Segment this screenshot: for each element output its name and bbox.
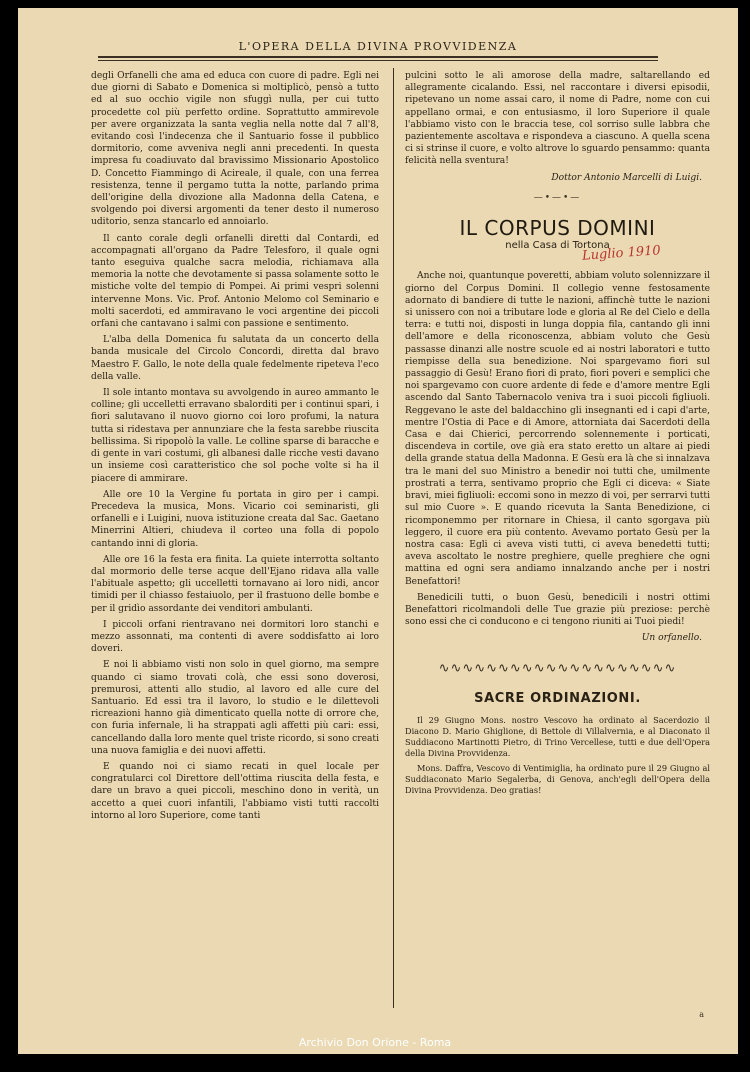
ornament-divider: —•—•— [533, 192, 582, 203]
newspaper-page [18, 8, 738, 1054]
left-paragraph: E quando noi ci siamo recati in quel locale per congratularci col Direttore dell'ottima riuscita della festa, e dare un bravo a quei piccoli, meschino dono in verità, un accetto a quei cuori infantili, l'abbiamo visti tutti raccolti intorno al loro Superiore, come tanti [91, 761, 379, 821]
left-paragraph: Il canto corale degli orfanelli diretti dal Contardi, ed accompagnati all'organo da Padre Telesforo, il quale ogni tanto eseguiva qualche sacra melodia, richiamava alla memoria la notte che devotamente si passa solamente sotto le mistiche volte del tempio di Pompei. Ai primi vespri solenni intervenne Mons. Vic. Prof. Antonio Melomo col Seminario e molti sacerdoti, ed ammiravano le voci argentine dei piccoli orfani che cantavano i salmi con passione e sentimento. [91, 233, 379, 330]
corpus-domini-subtitle: nella Casa di Tortona [505, 240, 610, 252]
left-paragraph: Alle ore 16 la festa era finita. La quiete interrotta soltanto dal mormorio delle terse acque dell'Ejano ridava alla valle l'abituale aspetto; gli uccelletti tornavano ai loro nidi, ancor timidi per il chiasso festaiuolo, per il frastuono delle bombe e per il gridìo assordante dei venditori ambulanti. [91, 554, 379, 614]
intro-signature: Dottor Antonio Marcelli di Luigi. [551, 172, 702, 183]
column-divider [393, 68, 394, 1008]
archive-caption: Archivio Don Orione - Roma [298, 1036, 452, 1049]
left-column [91, 70, 379, 1008]
left-paragraph: L'alba della Domenica fu salutata da un concerto della banda musicale del Circolo Concordi, diretta dal bravo Maestro F. Gallo, le note della quale fedelmente ripeteva l'eco della valle. [91, 335, 379, 382]
left-paragraph: Alle ore 10 la Vergine fu portata in giro per i campi. Precedeva la musica, Mons. Vicario coi seminaristi, gli orfanelli e i Luigini, nuova istituzione creata dal Sac. Gaetano Minerrini Altieri, chiudeva il corteo una folla di popolo cantando inni di gloria. [91, 489, 379, 549]
page-header: L'OPERA DELLA DIVINA PROVVIDENZA [238, 40, 518, 53]
sacre-ordinazioni-title: SACRE ORDINAZIONI. [474, 690, 641, 706]
left-paragraph: Il sole intanto montava su avvolgendo in aureo ammanto le colline; gli uccelletti erravano sbalorditi per i continui spari, i fiori salutavano il nuovo giorno coi loro profumi, la natura tutta si ridestava per annunziare che la festa sarebbe riuscita bellissima. Si ripopolò la valle. Le colline sparse di baracche e di gente in vari costumi, gli albanesi dalle ricche vesti davano un insieme così caratteristico che sol poche volte si ha il piacere di ammirare. [91, 388, 379, 484]
handwritten-date-note: Luglio 1910 [581, 243, 662, 264]
left-paragraph: degli Orfanelli che ama ed educa con cuore di padre. Egli nei due giorni di Sabato e Domenica si moltiplicò, pensò a tutto ed al suo occhio vigile non sfuggì nulla, per cui tutto procedette col più perfetto ordine. Soprattutto ammirevole per avere organizzata la santa veglia nella notte dal 7 all'8, evitando così l'indecenza che il Santuario fosse il pubblico dormitorio, come avveniva negli anni precedenti. In questa impresa fu coadiuvato dal bravissimo Missionario Apostolico D. Concetto Fiammingo di Acireale, il quale, con una ferrea resistenza, tenne il pergamo tutta la notte, parlando prima dell'origine della divozione alla Madonna della Catena, e svolgendo poi diversi argomenti da tener desto il numeroso uditorio, senza stancarlo ed annoiarlo. [91, 71, 379, 228]
header-rule-thin [98, 60, 658, 61]
left-paragraph: I piccoli orfani rientravano nei dormitori loro stanchi e mezzo assonnati, ma contenti di avere soddisfatto ai loro doveri. [91, 619, 379, 655]
right-column [405, 70, 710, 1008]
intro-paragraph: pulcini sotto le ali amorose della madre, saltarellando ed allegramente cicalando. Essi, nel raccontare i diversi episodii, ripetevano un nome assai caro, il nome di Padre, nome con cui appellano ormai, e con entusiasmo, il loro Superiore il quale l'abbiamo visto con le braccia tese, col sorriso sulle labbra che pazientemente ascoltava e rispondeva a ciascuno. A quella scena ci si strinse il cuore, e volto altrove lo sguardo pensammo: quanta felicità nella sventura! [405, 71, 710, 167]
left-paragraph: E noi li abbiamo visti non solo in quel giorno, ma sempre quando ci siamo trovati colà, che essi sono doverosi, premurosi, attenti allo studio, al lavoro ed alle cure del Santuario. Ed essi tra il lavoro, lo studio e le dilettevoli ricreazioni hanno già dimenticato quella notte di orrore che, con furia infernale, li ha strappati agli affetti più cari: essi, cancellando dalla loro mente quel triste ricordo, si sono creati una nuova famiglia e dei nuovi affetti. [91, 660, 379, 756]
sacre-paragraph: Mons. Daffra, Vescovo di Ventimiglia, ha ordinato pure il 29 Giugno al Suddiaconato Mario Segalerba, di Genova, anch'egli dell'Opera della Divina Provvidenza. Deo gratias! [405, 762, 710, 795]
sacre-paragraph: Il 29 Giugno Mons. nostro Vescovo ha ordinato al Sacerdozio il Diacono D. Mario Ghiglione, di Bettole di Villalvernia, e al Diaconato il Suddiacono Martinotti Pietro, di Trino Vercellese, tutti e due dell'Opera della Divina Provvidenza. [405, 714, 710, 758]
corpus-paragraph: Benedicili tutti, o buon Gesù, benedicili i nostri ottimi Benefattori ricolmandoli delle Tue grazie più preziose: perchè sono essi che ci conducono e ci tengono riuniti ai Tuoi piedi! [405, 592, 710, 628]
header-rule [98, 56, 658, 58]
corpus-domini-title: IL CORPUS DOMINI [459, 216, 656, 241]
corner-mark: a [699, 1010, 704, 1019]
corpus-paragraph: Anche noi, quantunque poveretti, abbiam voluto solennizzare il giorno del Corpus Domini. Il collegio venne festosamente adornato di bandiere di tutte le nazioni, affinchè tutte le nazioni si unissero con noi a tributare lode e gloria al Re del Cielo e della terra: e tutti noi, disposti in lunga doppia fila, cantando gli inni dell'amore e della riconoscenza, abbiam voluto che Gesù passasse dinanzi alle nostre scuole ed ai nostri laboratori e tutto riempisse della sua benedizione. Noi spargevamo fiori sul passaggio di Gesù! Erano fiori di prato, fiori poveri e semplici che noi spargevamo con cuore ardente di fede e d'amore mentre Egli ascendo dal Santo Tabernacolo veniva tra i suoi piccoli figliuoli. Reggevano le aste del baldacchino gli insegnanti ed i capi d'arte, mentre l'Ostia di Pace e di Amore, attorniata dai Sacerdoti della Casa e dai Chierici, percorrendo solennemente i porticati, discendeva in cortile, ove già era stato eretto un altare ai piedi della grande statua della Madonna. E Gesù era là che si innalzava tra le mani del suo Ministro a benedir noi tutti che, umilmente prostrati a terra, sentivamo proprio che Egli ci diceva: « Siate bravi, miei figliuoli: eccomi sono in mezzo di voi, per serrarvi tutti sul mio Cuore ». E quando ricevuta la Santa Benedizione, ci ricomponemmo per ritornare in Chiesa, il canto sgorgava più leggero, il cuore era più contento. Avevamo portato Gesù per la nostra casa: Egli ci aveva visti tutti, ci aveva benedetti tutti; aveva ascoltato le nostre preghiere, quelle preghiere che ogni mattina ed ogni sera andiamo innalzando anche per i nostri Benefattori! [405, 271, 710, 587]
corpus-signature: Un orfanello. [641, 633, 702, 644]
wave-ornament: ∿∿∿∿∿∿∿∿∿∿∿∿∿∿∿∿∿∿∿∿ [438, 660, 677, 676]
